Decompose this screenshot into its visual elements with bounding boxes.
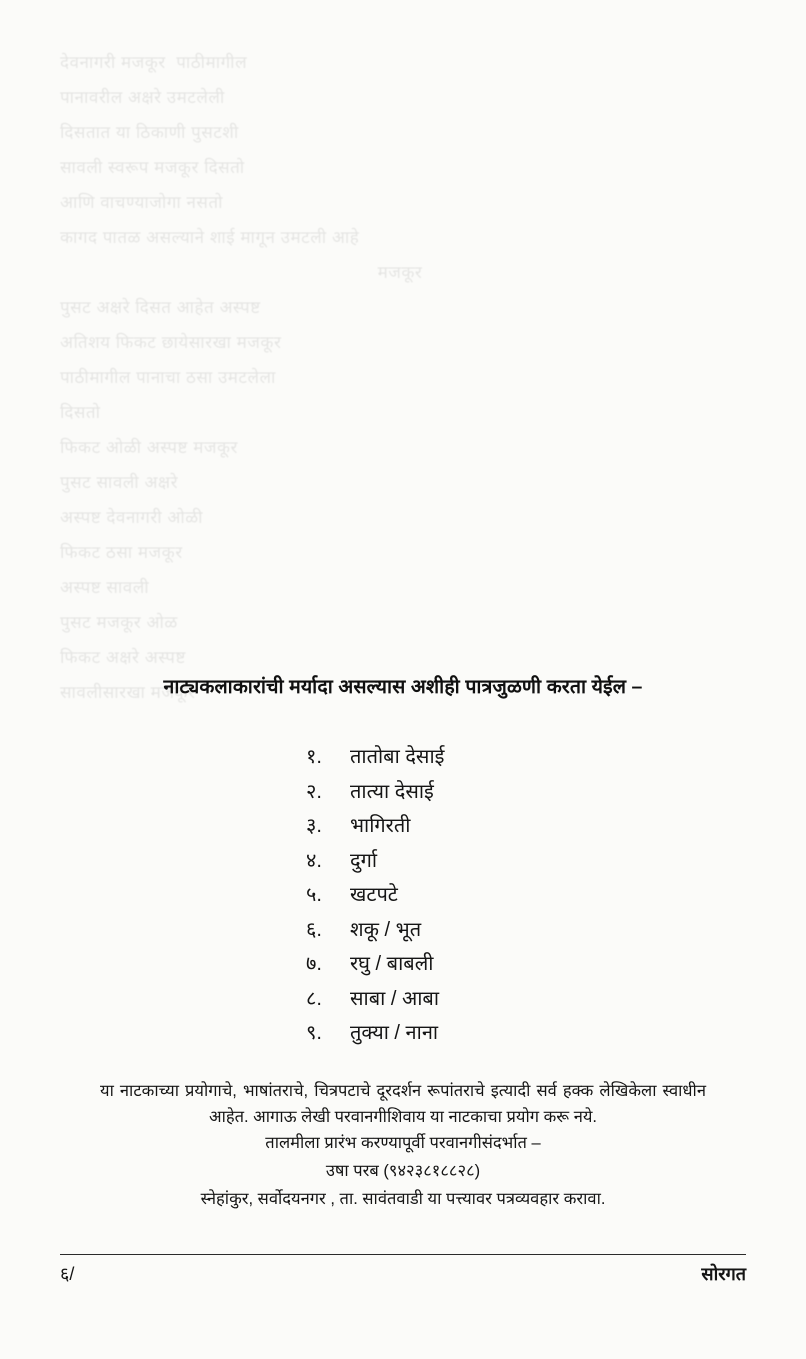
bleed-line: दिसतात या ठिकाणी पुसटशी [60,123,239,142]
address-line: स्नेहांकुर, सर्वोदयनगर , ता. सावंतवाडी या पत्त्यावर पत्रव्यवहार करावा. [200,1190,606,1208]
bleed-line: फिकट ओळी अस्पष्ट मजकूर [60,438,238,457]
contact-line: उषा परब (९४२३८१८८२८) [325,1162,481,1180]
list-item-label: साबा / आबा [350,987,440,1010]
list-item [0,1016,806,1051]
bleed-line: दिसतो [60,403,101,422]
bleed-line: आणि वाचण्याजोगा नसतो [60,193,224,212]
bleed-line: देवनागरी मजकूर पाठीमागील [60,53,248,72]
list-item-label: तातोबा देसाई [350,746,445,768]
section-heading: नाट्यकलाकारांची मर्यादा असल्यास अशीही पात्रजुळणी करता येईल – [163,676,643,698]
bleed-line: अस्पष्ट देवनागरी ओळी [60,508,204,527]
list-item-label: तात्या देसाई [350,780,434,803]
bleed-line: पुसट सावली अक्षरे [60,473,179,492]
list-item-number: ६. [306,918,322,941]
bleed-line: पुसट अक्षरे दिसत आहेत अस्पष्ट [60,298,261,317]
page-number: ६/ [60,1264,75,1284]
bleed-through-text [60,45,740,710]
list-item-label: रघु / बाबली [350,953,434,975]
list-item [0,775,806,810]
list-item [0,913,806,948]
bleed-line: पानावरील अक्षरे उमटलेली [60,88,225,107]
notice-paragraph: या नाटकाच्या प्रयोगाचे, भाषांतराचे, चित्रपटाचे दूरदर्शन रूपांतराचे इत्यादी सर्व हक्क लेखिकेला स्वाधीन आहेत. आगाऊ लेखी परवानगीशिवाय या नाटकाचा प्रयोग करू नये. [100,1082,706,1126]
bleed-line: कागद पातळ असल्याने शाई मागून उमटली आहे [60,228,360,247]
bleed-line: पाठीमागील पानाचा ठसा उमटलेला [60,368,276,387]
cast-list [0,740,806,1051]
list-item-number: ४. [306,849,322,872]
list-item-number: ५. [306,884,322,906]
list-item [0,982,806,1017]
list-item [0,947,806,982]
list-item-label: दुर्गा [350,849,378,872]
list-item [0,878,806,913]
list-item-label: तुक्या / नाना [350,1022,439,1044]
list-item-number: ७. [306,953,322,975]
list-item [0,844,806,879]
list-item-label: खटपटे [350,884,398,906]
list-item-number: ८. [306,987,322,1010]
page-footer [60,1262,746,1286]
list-item-number: १. [306,746,322,768]
permission-line: तालमीला प्रारंभ करण्यापूर्वी परवानगीसंदर्भात – [265,1134,541,1152]
bleed-line: फिकट ठसा मजकूर [60,543,183,562]
list-item-label: भागिरती [350,815,411,837]
copyright-notice [100,1078,706,1212]
bleed-line: सावलीसारखा मजकूर [60,683,196,702]
list-item-number: ३. [306,815,322,837]
book-title: सोरगत [701,1264,746,1284]
footer-divider [60,1254,746,1255]
bleed-line: अतिशय फिकट छायेसारखा मजकूर [60,333,282,352]
bleed-line: मजकूर [377,263,423,282]
bleed-line: सावली स्वरूप मजकूर दिसतो [60,158,245,177]
list-item [0,809,806,844]
bleed-line: अस्पष्ट सावली [60,578,150,597]
bleed-line: फिकट अक्षरे अस्पष्ट [60,648,186,667]
bleed-line: पुसट मजकूर ओळ [60,613,178,632]
list-item-number: २. [306,780,322,803]
list-item-label: शकू / भूत [350,918,422,941]
list-item [0,740,806,775]
list-item-number: ९. [306,1022,322,1044]
